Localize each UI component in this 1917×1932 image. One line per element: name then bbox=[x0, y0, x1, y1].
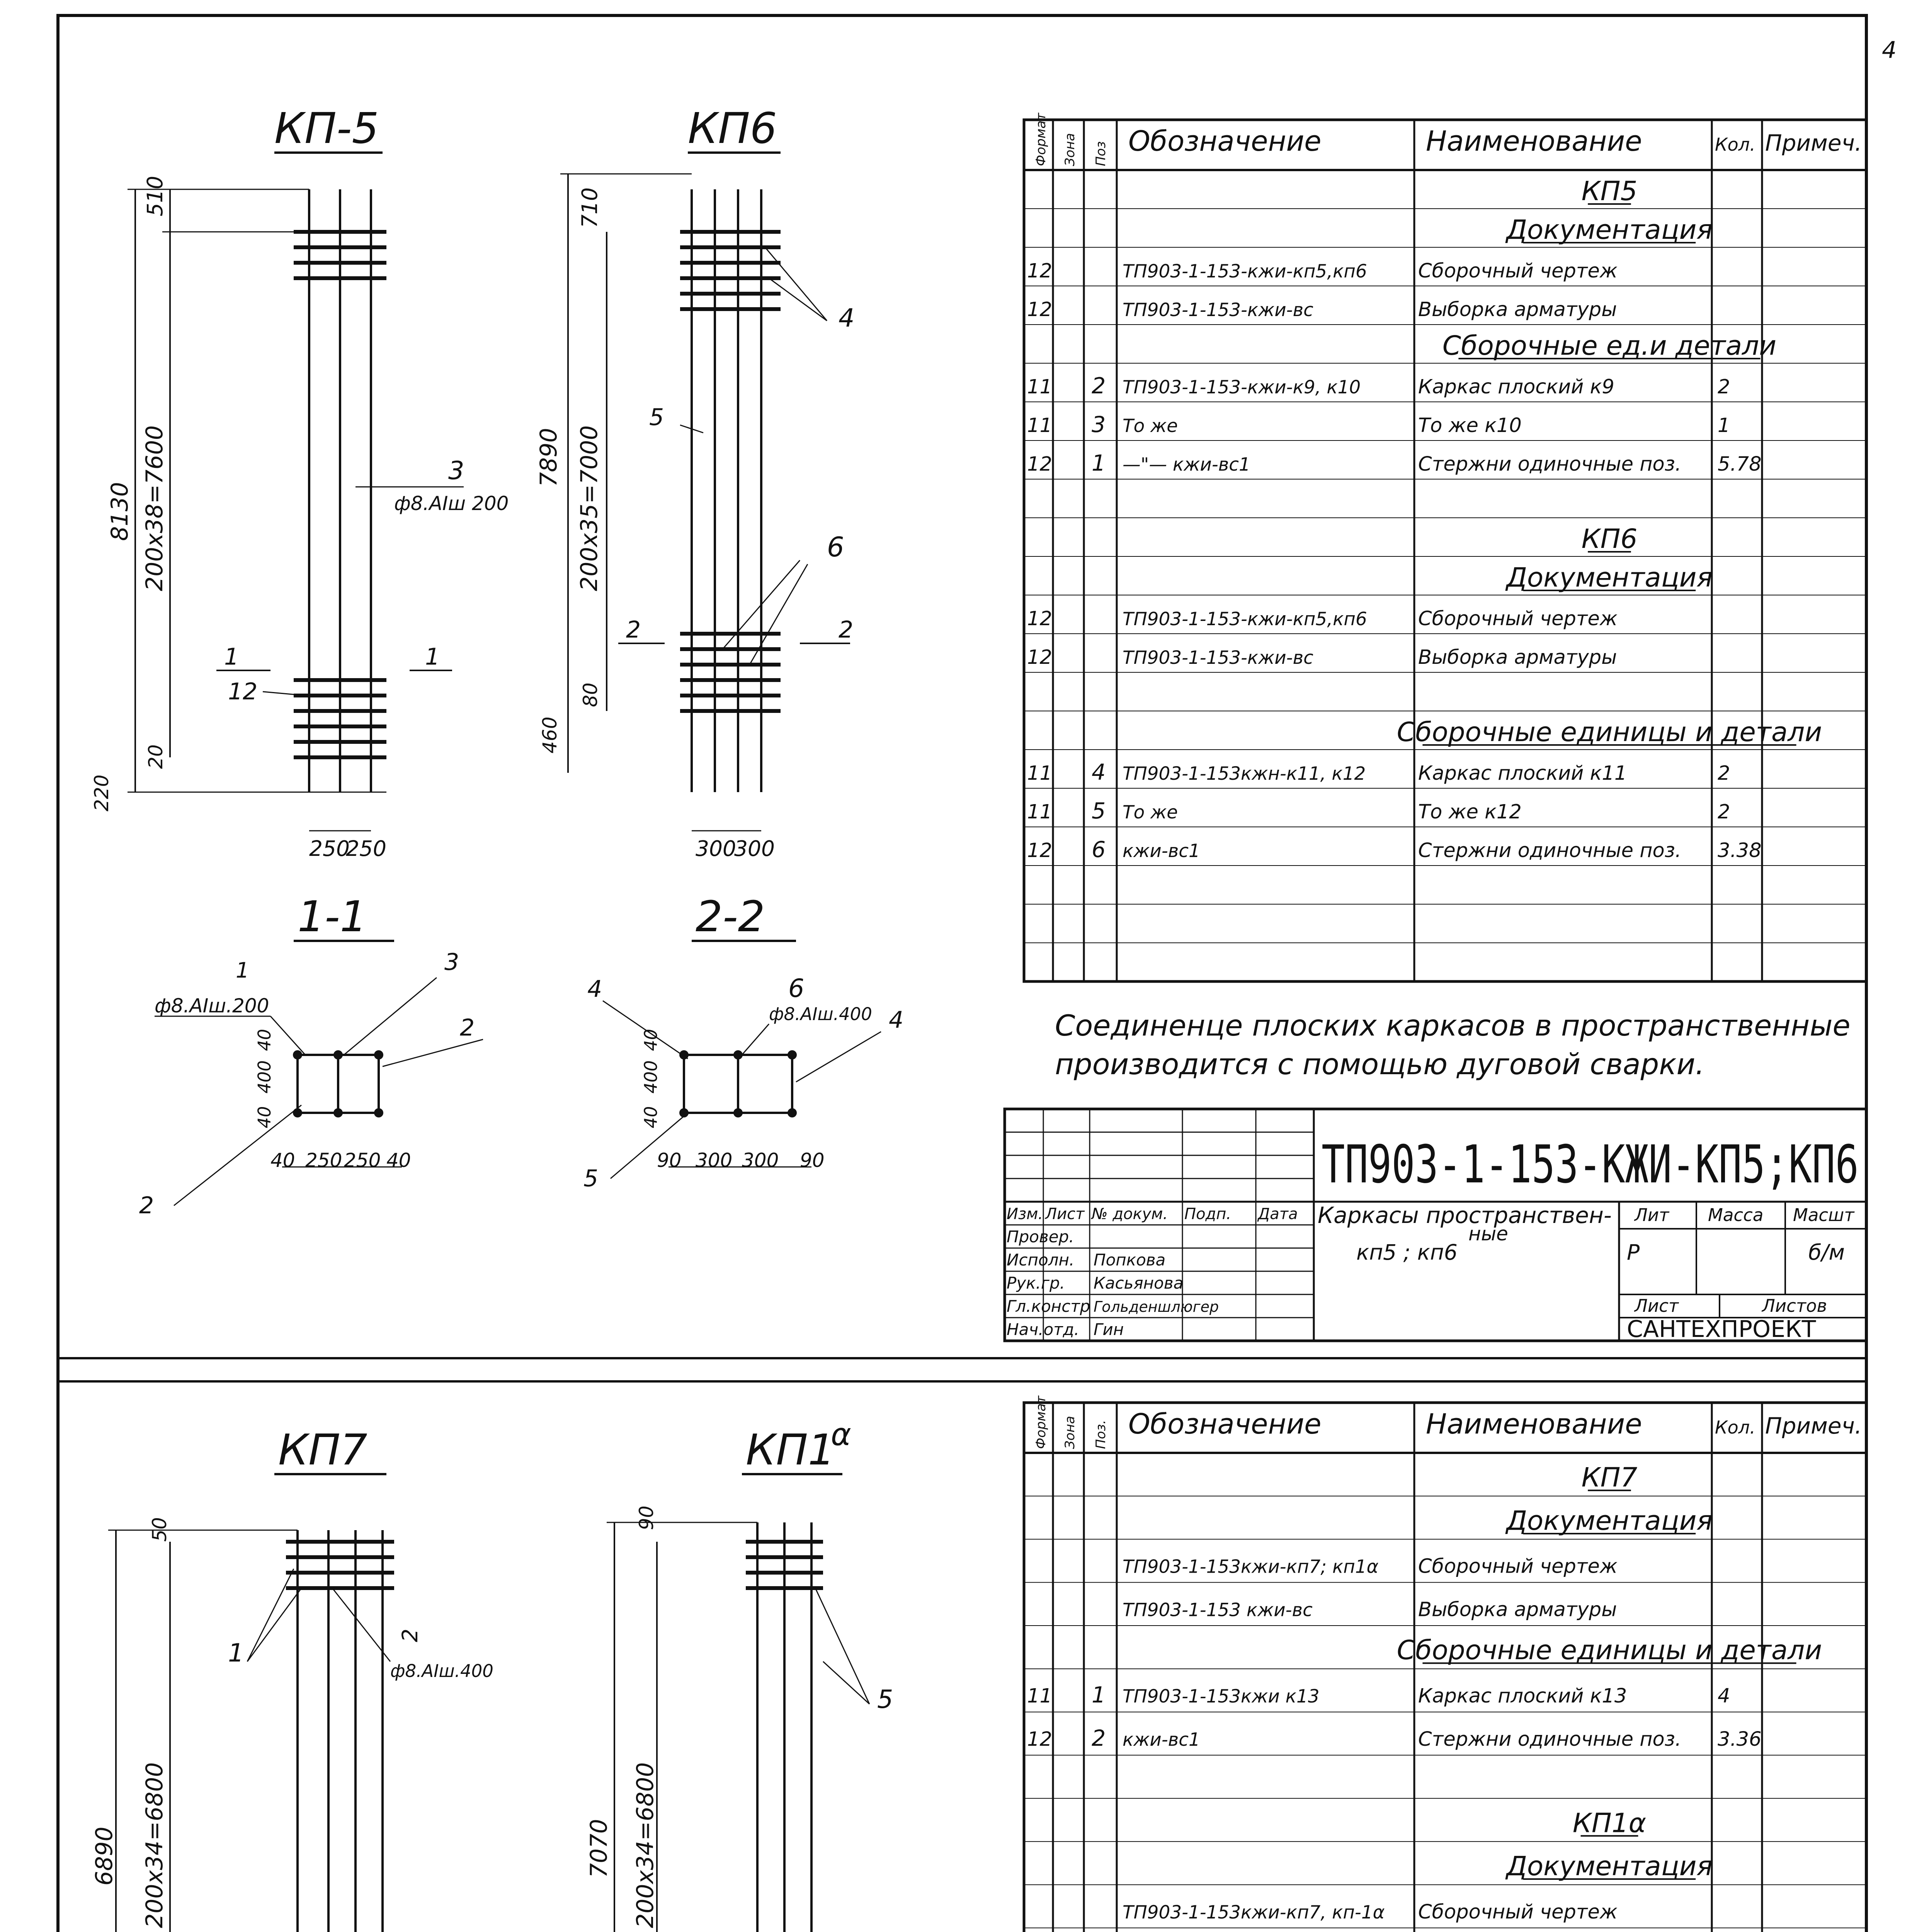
s11-pos1-note: ф8.АIш.200 bbox=[155, 995, 269, 1017]
spec1-row-16-format: 11 bbox=[1027, 801, 1052, 823]
spec2-row-0-name: КП7 bbox=[1581, 1462, 1638, 1493]
spec1-row-3-code: ТП903-1-153-кжи-вс bbox=[1123, 300, 1313, 321]
stamp1-col-list: Лист bbox=[1045, 1205, 1085, 1223]
section-2-2-top bbox=[583, 974, 903, 1192]
spec1-row-4-name: Сборочные ед.и детали bbox=[1442, 330, 1777, 361]
stamp1-role-3: Рук.гр. bbox=[1007, 1274, 1065, 1293]
spec1-row-12-format: 12 bbox=[1027, 646, 1052, 669]
stamp1-mass-label: Масса bbox=[1708, 1205, 1764, 1225]
s11-w2: 250 bbox=[305, 1149, 342, 1172]
s22-pos5: 5 bbox=[583, 1165, 599, 1192]
stamp1-title3: кп5 ; кп6 bbox=[1356, 1240, 1458, 1265]
stamp1-title2: ные bbox=[1468, 1223, 1508, 1245]
spec-table-kp7-kp1a bbox=[1024, 1395, 1866, 1932]
spec1-row-15-qty: 2 bbox=[1718, 762, 1730, 785]
spec1-row-12-name: Выборка арматуры bbox=[1418, 646, 1617, 669]
spec1-header-1: Зона bbox=[1062, 133, 1078, 166]
s22-h2: 400 bbox=[641, 1060, 661, 1094]
s22-w1: 90 bbox=[657, 1149, 682, 1172]
stamp1-code: ТП903-1-153-КЖИ-КП5;КП6 bbox=[1322, 1134, 1859, 1195]
spec1-row-16-name: То же к12 bbox=[1418, 801, 1522, 823]
spec1-row-3-name: Выборка арматуры bbox=[1418, 298, 1617, 321]
kp7-elevation bbox=[91, 1517, 493, 1932]
spec2-header-0: Формат bbox=[1033, 1396, 1049, 1449]
stamp1-org: САНТЕХПРОЕКТ bbox=[1627, 1316, 1816, 1343]
spec1-row-6-format: 11 bbox=[1027, 414, 1052, 437]
spec1-row-7-pos: 1 bbox=[1092, 451, 1106, 476]
spec1-row-5-format: 11 bbox=[1027, 376, 1052, 398]
kp5-elevation bbox=[90, 176, 509, 861]
sheet2-drawings bbox=[91, 1417, 973, 1932]
stamp1-role-1: Провер. bbox=[1007, 1227, 1074, 1246]
spec1-row-6-qty: 1 bbox=[1718, 414, 1730, 437]
stamp1-role-5: Нач.отд. bbox=[1007, 1320, 1080, 1339]
kp6-pos4: 4 bbox=[839, 304, 855, 333]
spec2-row-3-name: Выборка арматуры bbox=[1418, 1598, 1617, 1621]
stamp1-sheet-label: Лист bbox=[1635, 1296, 1679, 1316]
s22-w4: 90 bbox=[800, 1149, 825, 1172]
spec2-header-3: Обозначение bbox=[1128, 1408, 1322, 1440]
spec1-row-7-qty: 5.78 bbox=[1718, 453, 1762, 476]
s22-w2: 300 bbox=[696, 1149, 733, 1172]
kp5-dim-mid: 200x38=7600 bbox=[141, 425, 168, 591]
stamp1-name-3: Касьянова bbox=[1094, 1274, 1184, 1293]
sheet1-note-line2: производится с помощью дуговой сварки. bbox=[1055, 1047, 1705, 1081]
kp6-cut-left: 2 bbox=[626, 616, 641, 643]
kp5-dim-bot2: 220 bbox=[90, 774, 113, 811]
spec1-row-2-code: ТП903-1-153-кжи-кп5,кп6 bbox=[1123, 261, 1367, 282]
spec1-row-11-format: 12 bbox=[1027, 607, 1052, 630]
stamp1-scale: б/м bbox=[1808, 1240, 1845, 1265]
stamp1-role-4: Гл.констр bbox=[1007, 1297, 1090, 1316]
kp6-dim-b1: 80 bbox=[579, 682, 602, 707]
kp6-dim-total: 7890 bbox=[535, 428, 562, 487]
spec1-row-15-format: 11 bbox=[1027, 762, 1052, 785]
kp6-title: КП6 bbox=[688, 104, 777, 153]
sheet1-drawings bbox=[90, 104, 903, 1219]
kp6-dim-w2: 300 bbox=[734, 836, 775, 861]
spec1-row-16-qty: 2 bbox=[1718, 801, 1730, 823]
kp5-pos3: 3 bbox=[448, 456, 464, 485]
s11-h2: 400 bbox=[254, 1060, 275, 1094]
spec-table-kp5-kp6 bbox=[1024, 112, 1866, 981]
spec1-row-1-name: Документация bbox=[1506, 214, 1713, 245]
sheet1-note-line1: Соединенце плоских каркасов в пространственные bbox=[1055, 1009, 1851, 1043]
spec1-row-15-name: Каркас плоский к11 bbox=[1418, 762, 1627, 785]
spec1-header-2: Поз bbox=[1093, 141, 1109, 166]
spec1-row-6-name: То же к10 bbox=[1418, 414, 1522, 437]
spec1-row-15-code: ТП903-1-153кжн-к11, к12 bbox=[1123, 764, 1366, 784]
s11-h1: 40 bbox=[254, 1029, 275, 1051]
spec1-row-5-pos: 2 bbox=[1092, 373, 1106, 399]
spec1-row-16-code: То же bbox=[1123, 802, 1178, 823]
s22-pos6-note: ф8.АIш.400 bbox=[769, 1004, 872, 1024]
kp7-dim-mid: 200x34=6800 bbox=[141, 1762, 168, 1928]
spec1-row-2-format: 12 bbox=[1027, 260, 1052, 282]
kp5-pos12: 12 bbox=[228, 678, 258, 705]
spec2-row-6-name: Стержни одиночные поз. bbox=[1418, 1728, 1682, 1751]
s22-h3: 40 bbox=[641, 1106, 661, 1128]
kp7-title: КП7 bbox=[278, 1425, 367, 1475]
kp5-title: КП-5 bbox=[274, 104, 379, 153]
stamp1-col-date: Дата bbox=[1258, 1205, 1298, 1223]
spec2-row-10-code: ТП903-1-153кжи-кп7, кп-1α bbox=[1123, 1902, 1385, 1923]
spec2-row-3-code: ТП903-1-153 кжи-вс bbox=[1123, 1600, 1313, 1621]
section-1-1-top bbox=[139, 949, 483, 1219]
spec2-header-6: Примеч. bbox=[1765, 1413, 1862, 1439]
sec22-title-1: 2-2 bbox=[696, 892, 765, 941]
kp7-pos1: 1 bbox=[228, 1639, 244, 1668]
kp5-dim-w1: 250 bbox=[309, 836, 350, 861]
spec1-row-5-qty: 2 bbox=[1718, 376, 1730, 398]
s11-pos3: 3 bbox=[444, 949, 459, 976]
s11-w4: 40 bbox=[386, 1149, 411, 1172]
kp5-pos3-note: ф8.АIш 200 bbox=[394, 492, 509, 515]
spec1-header-5: Кол. bbox=[1715, 134, 1755, 155]
spec1-row-17-code: кжи-вс1 bbox=[1123, 841, 1200, 862]
spec2-row-2-code: ТП903-1-153кжи-кп7; кп1α bbox=[1123, 1556, 1379, 1578]
stamp1-role-2: Исполн. bbox=[1007, 1250, 1075, 1269]
s22-pos4a: 4 bbox=[587, 976, 602, 1003]
spec2-row-8-name: КП1α bbox=[1572, 1808, 1647, 1839]
kp1a-title: КП1 bbox=[746, 1425, 835, 1475]
spec1-row-7-format: 12 bbox=[1027, 453, 1052, 476]
kp1a-elevation bbox=[585, 1505, 943, 1932]
spec2-header-2: Поз. bbox=[1093, 1420, 1109, 1449]
sec11-title-1: 1-1 bbox=[298, 892, 367, 941]
stamp1-lit: Р bbox=[1627, 1240, 1640, 1265]
spec1-row-6-code: То же bbox=[1123, 416, 1178, 437]
spec1-row-2-name: Сборочный чертеж bbox=[1418, 260, 1618, 282]
kp6-pos6: 6 bbox=[827, 531, 844, 563]
kp5-dim-total: 8130 bbox=[106, 482, 133, 541]
spec1-header-6: Примеч. bbox=[1765, 130, 1862, 156]
kp7-pos2-note: ф8.АIш.400 bbox=[390, 1661, 493, 1681]
stamp1-scale-label: Масшт bbox=[1793, 1205, 1854, 1225]
spec2-row-5-name: Каркас плоский к13 bbox=[1418, 1685, 1627, 1708]
stamp1-col-sign: Подп. bbox=[1184, 1205, 1232, 1223]
s11-pos2b: 2 bbox=[139, 1192, 154, 1219]
kp1a-pos5: 5 bbox=[877, 1685, 893, 1714]
kp5-dim-top: 510 bbox=[143, 176, 167, 216]
spec2-row-2-name: Сборочный чертеж bbox=[1418, 1555, 1618, 1578]
spec1-header-3: Обозначение bbox=[1128, 125, 1322, 157]
spec1-row-14-name: Сборочные единицы и детали bbox=[1397, 717, 1822, 748]
title-block-1 bbox=[1005, 1109, 1866, 1343]
spec2-row-5-qty: 4 bbox=[1718, 1685, 1730, 1708]
kp6-dim-mid: 200x35=7000 bbox=[576, 425, 603, 591]
s11-w3: 250 bbox=[344, 1149, 381, 1172]
spec2-row-5-code: ТП903-1-153кжи к13 bbox=[1123, 1686, 1320, 1707]
spec2-row-6-pos: 2 bbox=[1092, 1725, 1106, 1751]
spec1-row-11-code: ТП903-1-153-кжи-кп5,кп6 bbox=[1123, 609, 1367, 630]
spec1-row-5-code: ТП903-1-153-кжи-к9, к10 bbox=[1123, 377, 1361, 398]
spec2-row-6-code: кжи-вс1 bbox=[1123, 1729, 1200, 1750]
s11-h3: 40 bbox=[254, 1106, 275, 1128]
spec1-row-16-pos: 5 bbox=[1092, 798, 1106, 824]
kp6-elevation bbox=[535, 174, 854, 861]
kp5-dim-bot1: 20 bbox=[145, 744, 167, 769]
spec2-row-5-format: 11 bbox=[1027, 1685, 1052, 1708]
stamp1-sheets-label: Листов bbox=[1762, 1296, 1827, 1316]
spec1-row-3-format: 12 bbox=[1027, 298, 1052, 321]
kp7-dim-top: 50 bbox=[148, 1517, 171, 1542]
spec1-row-9-name: КП6 bbox=[1581, 524, 1638, 554]
spec2-header-4: Наименование bbox=[1426, 1408, 1642, 1440]
s11-w1: 40 bbox=[270, 1149, 295, 1172]
spec1-row-11-name: Сборочный чертеж bbox=[1418, 607, 1618, 630]
stamp1-col-doc: № докум. bbox=[1092, 1205, 1168, 1223]
spec1-row-0-name: КП5 bbox=[1581, 176, 1638, 207]
kp6-cut-right: 2 bbox=[839, 616, 854, 643]
kp5-cut-left: 1 bbox=[224, 643, 239, 670]
spec1-row-7-name: Стержни одиночные поз. bbox=[1418, 453, 1682, 476]
stamp1-name-5: Гин bbox=[1094, 1320, 1124, 1339]
kp5-cut-right: 1 bbox=[425, 643, 440, 670]
kp7-dim-total: 6890 bbox=[91, 1827, 118, 1886]
kp5-dim-w2: 250 bbox=[346, 836, 386, 861]
spec2-row-4-name: Сборочные единицы и детали bbox=[1397, 1635, 1822, 1666]
stamp1-col-izm: Изм. bbox=[1007, 1205, 1043, 1223]
spec1-row-17-format: 12 bbox=[1027, 839, 1052, 862]
kp1a-title-sup: α bbox=[831, 1417, 851, 1452]
s22-h1: 40 bbox=[641, 1029, 661, 1051]
stamp1-name-2: Попкова bbox=[1094, 1250, 1166, 1269]
corner-number: 4 bbox=[1882, 37, 1897, 64]
spec1-row-15-pos: 4 bbox=[1092, 760, 1106, 785]
spec1-row-17-name: Стержни одиночные поз. bbox=[1418, 839, 1682, 862]
spec2-header-1: Зона bbox=[1062, 1416, 1078, 1449]
s11-pos2a: 2 bbox=[460, 1014, 475, 1041]
s22-w3: 300 bbox=[742, 1149, 779, 1172]
s22-pos6: 6 bbox=[788, 974, 805, 1003]
s22-pos4b: 4 bbox=[889, 1007, 904, 1034]
spec1-row-6-pos: 3 bbox=[1092, 412, 1106, 437]
spec2-row-9-name: Документация bbox=[1506, 1851, 1713, 1882]
kp1a-dim-mid: 200x34=6800 bbox=[632, 1762, 659, 1928]
spec1-header-0: Формат bbox=[1033, 113, 1049, 166]
kp1a-dim-top: 90 bbox=[635, 1505, 658, 1530]
s11-pos1: 1 bbox=[236, 958, 249, 983]
stamp1-title1: Каркасы пространствен- bbox=[1318, 1202, 1612, 1228]
spec2-row-5-pos: 1 bbox=[1092, 1682, 1106, 1708]
stamp1-lit-label: Лит bbox=[1635, 1205, 1669, 1225]
spec1-row-5-name: Каркас плоский к9 bbox=[1418, 376, 1614, 398]
stamp1-name-4: Гольденшлюгер bbox=[1094, 1298, 1219, 1315]
spec1-row-17-qty: 3.38 bbox=[1718, 839, 1762, 862]
spec1-row-7-code: —"— кжи-вс1 bbox=[1123, 454, 1250, 475]
spec2-row-6-format: 12 bbox=[1027, 1728, 1052, 1751]
spec2-row-10-name: Сборочный чертеж bbox=[1418, 1900, 1618, 1923]
spec2-header-5: Кол. bbox=[1715, 1417, 1755, 1438]
kp1a-dim-total: 7070 bbox=[585, 1819, 612, 1878]
kp6-dim-w1: 300 bbox=[696, 836, 736, 861]
spec1-row-10-name: Документация bbox=[1506, 562, 1713, 593]
spec1-header-4: Наименование bbox=[1426, 125, 1642, 157]
spec1-row-12-code: ТП903-1-153-кжи-вс bbox=[1123, 648, 1313, 668]
kp6-dim-b2: 460 bbox=[539, 716, 561, 753]
spec1-row-17-pos: 6 bbox=[1092, 837, 1106, 862]
kp6-dim-top: 710 bbox=[577, 187, 602, 228]
spec2-row-1-name: Документация bbox=[1506, 1505, 1713, 1536]
spec2-row-6-qty: 3.36 bbox=[1718, 1728, 1762, 1751]
kp6-pos5: 5 bbox=[649, 404, 664, 431]
spec2-border bbox=[1024, 1403, 1866, 1932]
kp7-pos2: 2 bbox=[398, 1629, 422, 1642]
